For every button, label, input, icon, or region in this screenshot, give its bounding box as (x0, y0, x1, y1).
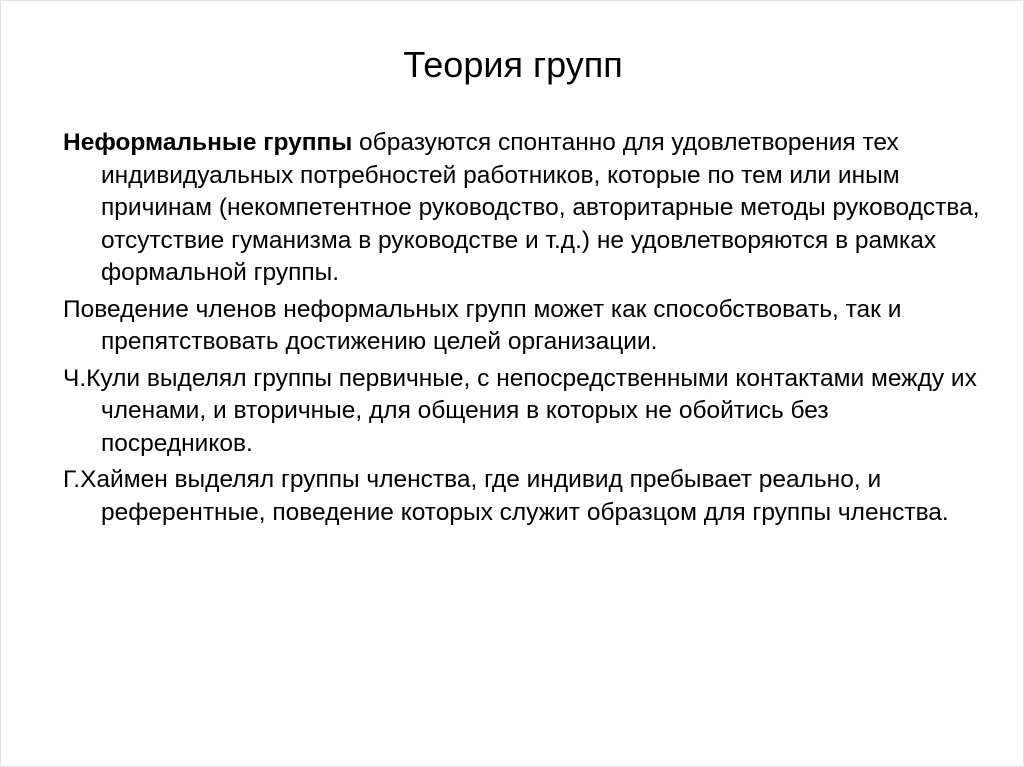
paragraph-text: образуются спонтанно для удовлетворения тех индивидуальных потребностей работников, которые по тем или иным причинам (некомпетентное руководство, авторитарные методы руководства, отсутствие гуманизма в руководстве и т.д.) не удовлетворяются в рамках формальной группы. (101, 129, 980, 286)
paragraph-informal-groups (63, 127, 983, 290)
paragraph-behavior (63, 294, 983, 359)
paragraph-hyman (63, 464, 983, 529)
slide-title: Теория групп (403, 44, 623, 85)
bold-lead-term: Неформальные группы (63, 129, 353, 156)
paragraph-text: Г.Хаймен выделял группы членства, где индивид пребывает реально, и референтные, поведение которых служит образцом для группы членства. (63, 466, 949, 526)
paragraph-text: Ч.Кули выделял группы первичные, с непосредственными контактами между их членами, и вторичные, для общения в которых не обойтись без посредников. (63, 364, 977, 457)
slide-body (63, 127, 983, 533)
paragraph-text: Поведение членов неформальных групп может как способствовать, так и препятствовать достижению целей организации. (63, 295, 902, 355)
paragraph-cooley (63, 363, 983, 461)
